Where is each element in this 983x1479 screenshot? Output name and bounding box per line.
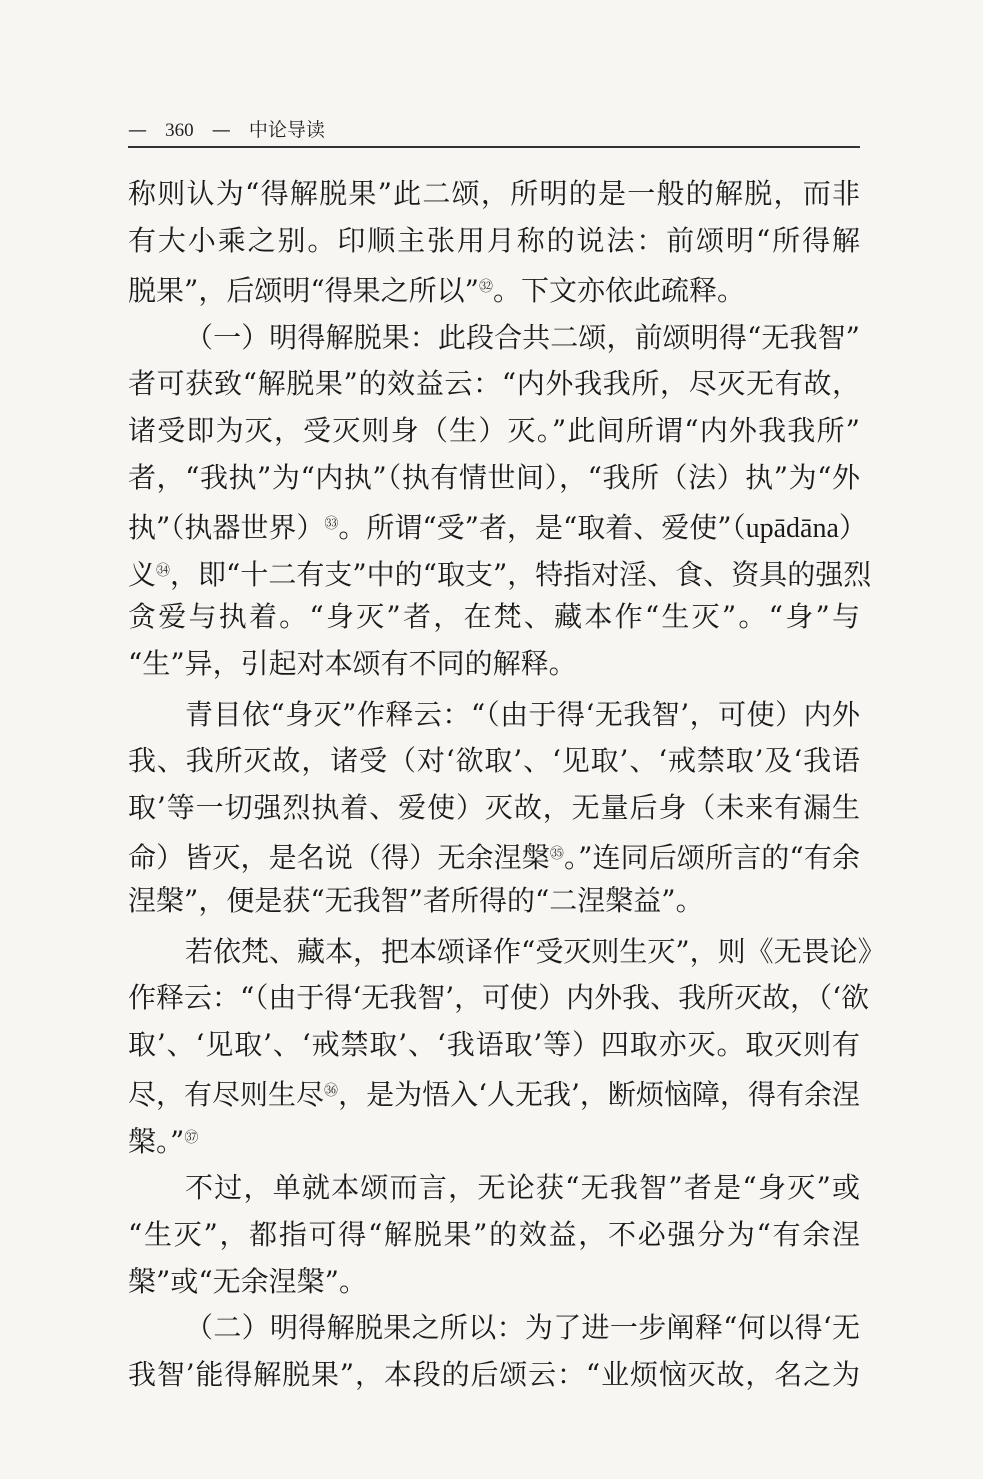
text-line bbox=[128, 831, 860, 878]
footnote-marker: ㉟ bbox=[549, 846, 564, 863]
text-run: 执”（执器世界） bbox=[128, 511, 325, 545]
footnote-marker: ㊲ bbox=[184, 1129, 199, 1146]
text-run: 贪爱与执着。“身灭”者，在梵、藏本作“生灭”。“身”与 bbox=[128, 600, 860, 634]
text-run: 涅槃”，便是获“无我智”者所得的“二涅槃益”。 bbox=[128, 883, 704, 917]
text-run: 义 bbox=[128, 557, 157, 591]
text-line bbox=[128, 785, 860, 832]
text-run: upādāna bbox=[745, 513, 839, 545]
header-rule bbox=[128, 146, 860, 148]
text-line bbox=[128, 361, 860, 408]
text-line bbox=[128, 641, 860, 688]
text-run: 我智’能得解脱果”，本段的后颂云：“业烦恼灭故，名之为 bbox=[128, 1357, 860, 1391]
text-run: 者，“我执”为“内执”（执有情世间），“我所（法）执”为“外 bbox=[128, 460, 860, 494]
text-line bbox=[128, 878, 860, 925]
text-run: 称则认为“得解脱果”此二颂，所明的是一般的解脱，而非 bbox=[128, 177, 860, 210]
text-run: （二）明得解脱果之所以：为了进一步阐释“何以得‘无 bbox=[185, 1311, 860, 1345]
text-line bbox=[128, 929, 886, 976]
footnote-marker: ㉞ bbox=[156, 562, 171, 579]
book-title: 中论导读 bbox=[248, 119, 325, 141]
text-line bbox=[128, 171, 860, 218]
page-number: 360 bbox=[165, 120, 194, 141]
footnote-marker: ㉝ bbox=[324, 516, 339, 533]
text-run: 取’、‘见取’、‘戒禁取’、‘我语取’等）四取亦灭。取灭则有 bbox=[128, 1027, 860, 1061]
text-line bbox=[128, 455, 860, 502]
text-run: 槃。” bbox=[128, 1124, 185, 1158]
text-line bbox=[128, 1259, 860, 1306]
text-line bbox=[128, 408, 860, 455]
text-run: （一）明得解脱果：此段合共二颂，前颂明得“无我智” bbox=[185, 320, 860, 354]
text-line bbox=[128, 1352, 860, 1399]
text-line bbox=[128, 548, 872, 595]
text-run: 脱果”，后颂明“得果之所以” bbox=[128, 274, 479, 308]
text-line bbox=[128, 1212, 860, 1259]
text-line bbox=[128, 315, 860, 362]
footnote-marker: ㊱ bbox=[324, 1083, 339, 1100]
text-line bbox=[128, 218, 860, 265]
text-run: ） bbox=[838, 511, 867, 545]
text-run: 若依梵、藏本，把本颂译作“受灭则生灭”，则《无畏论》 bbox=[185, 934, 886, 968]
text-line bbox=[128, 1305, 860, 1352]
text-run: “生灭”，都指可得“解脱果”的效益，不必强分为“有余涅 bbox=[128, 1218, 860, 1252]
text-line bbox=[128, 501, 867, 548]
text-line bbox=[128, 1165, 860, 1212]
running-header bbox=[128, 118, 858, 143]
text-run: ，是为悟入‘人无我’，断烦恼障，得有余涅 bbox=[338, 1078, 860, 1112]
text-run: 命）皆灭，是名说（得）无余涅槃 bbox=[128, 841, 550, 875]
text-run: 青目依“身灭”作释云：“（由于得‘无我智’，可使）内外 bbox=[185, 697, 860, 731]
text-run: 。下文亦依此疏释。 bbox=[492, 274, 745, 308]
text-run: 尽，有尽则生尽 bbox=[128, 1078, 325, 1112]
text-run: 。”连同后颂所言的“有余 bbox=[564, 841, 860, 875]
text-line bbox=[128, 1068, 860, 1115]
text-line bbox=[128, 738, 860, 785]
header-dash-left: — bbox=[128, 119, 147, 141]
text-run: 取’等一切强烈执着、爱使）灭故，无量后身（未来有漏生 bbox=[128, 790, 860, 824]
text-run: 诸受即为灭，受灭则身（生）灭。”此间所谓“内外我我所” bbox=[128, 413, 860, 447]
text-line bbox=[128, 264, 860, 311]
text-run: 作释云：“（由于得‘无我智’，可使）内外我、我所灭故，（‘欲 bbox=[128, 981, 870, 1015]
text-run: 槃”或“无余涅槃”。 bbox=[128, 1264, 367, 1298]
header-dash-right: — bbox=[211, 119, 231, 141]
text-line bbox=[128, 1115, 860, 1162]
text-run: ，即“十二有支”中的“取支”，特指对淫、食、资具的强烈 bbox=[170, 557, 872, 591]
text-run: 我、我所灭故，诸受（对‘欲取’、‘见取’、‘戒禁取’及‘我语 bbox=[128, 744, 860, 778]
text-run: 者可获致“解脱果”的效益云：“内外我我所，尽灭无有故， bbox=[128, 367, 860, 401]
text-run: 不过，单就本颂而言，无论获“无我智”者是“身灭”或 bbox=[185, 1171, 860, 1205]
text-run: “生”异，引起对本颂有不同的解释。 bbox=[128, 646, 577, 680]
text-run: 有大小乘之别。印顺主张用月称的说法：前颂明“所得解 bbox=[128, 223, 860, 257]
text-line bbox=[128, 975, 870, 1022]
text-run: 。所谓“受”者，是“取着、爱使”（ bbox=[338, 511, 746, 545]
text-line bbox=[128, 1022, 860, 1069]
body-text bbox=[128, 171, 886, 1398]
footnote-marker: ㉜ bbox=[478, 279, 493, 296]
text-line bbox=[128, 692, 860, 739]
text-line bbox=[128, 594, 860, 641]
